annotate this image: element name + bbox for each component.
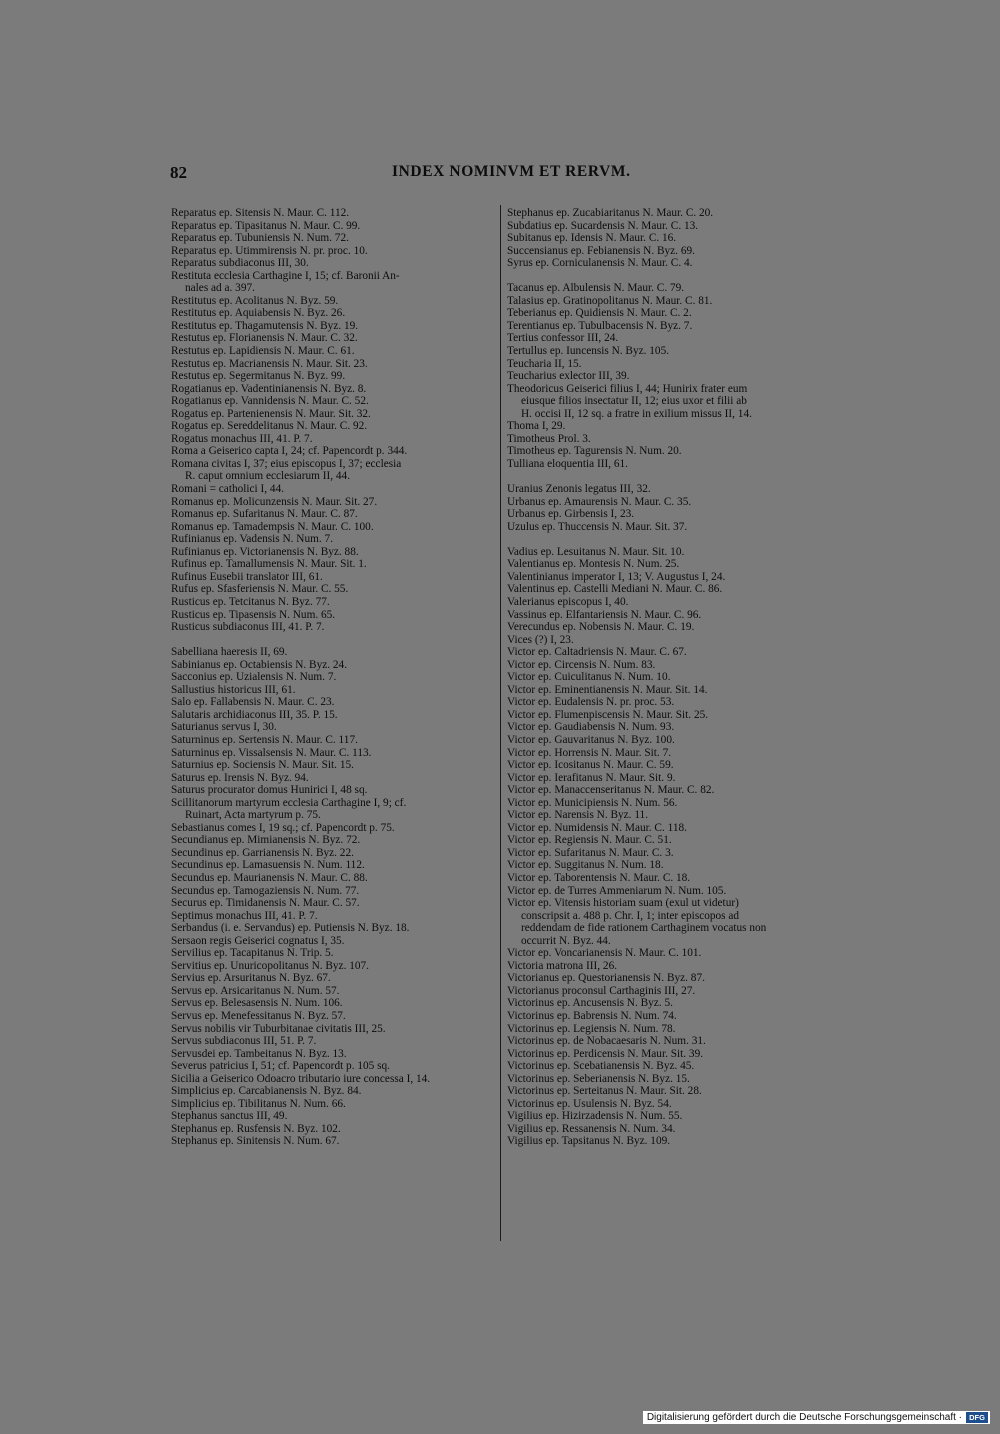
index-entry: Victorinus ep. Seberianensis N. Byz. 15. — [507, 1072, 690, 1085]
index-entry: Roma a Geiserico capta I, 24; cf. Papencordt p. 344. — [171, 445, 408, 458]
index-entry: Valerianus episcopus I, 40. — [507, 595, 629, 608]
index-entry: Romanus ep. Molicunzensis N. Maur. Sit. 27. — [171, 495, 378, 508]
index-entry: Victor ep. Vitensis historiam suam (exul ut videtur) — [507, 897, 739, 910]
index-entry: Stephanus ep. Zucabiaritanus N. Maur. C. 20. — [507, 207, 714, 219]
index-entry: Victor ep. de Turres Ammeniarum N. Num. 105. — [507, 884, 727, 897]
index-entry: Restituta ecclesia Carthagine I, 15; cf. Baronii An- — [171, 269, 400, 282]
index-entry: Victoria matrona III, 26. — [507, 959, 618, 972]
index-entry: Saturninus ep. Sertensis N. Maur. C. 117. — [171, 733, 358, 746]
index-entry: Reparatus ep. Tipasitanus N. Maur. C. 99. — [171, 219, 361, 232]
index-entry: Septimus monachus III, 41. P. 7. — [171, 909, 318, 922]
index-entry: Rufinianus ep. Victorianensis N. Byz. 88. — [171, 545, 359, 558]
index-entry: Victorianus ep. Questorianensis N. Byz. 87. — [507, 972, 705, 985]
index-entry: Rufinus Eusebii translator III, 61. — [171, 570, 323, 583]
index-entry: conscripsit a. 488 p. Chr. I, 1; inter episcopos ad — [521, 909, 740, 922]
index-entry: Secundus ep. Maurianensis N. Maur. C. 88. — [171, 871, 368, 884]
index-entry: Servus ep. Menefessitanus N. Byz. 57. — [171, 1010, 346, 1022]
index-entry: Victor ep. Taborentensis N. Maur. C. 18. — [507, 871, 691, 884]
section-gap — [171, 634, 497, 647]
index-entry: Stephanus ep. Sinitensis N. Num. 67. — [171, 1135, 340, 1148]
index-entry: Rusticus subdiaconus III, 41. P. 7. — [171, 621, 325, 634]
index-entry: Sacconius ep. Uzialensis N. Num. 7. — [171, 671, 337, 684]
index-entry: Succensianus ep. Febianensis N. Byz. 69. — [507, 244, 695, 257]
dfg-logo: DFG — [966, 1412, 988, 1423]
index-entry: Romanus ep. Sufaritanus N. Maur. C. 87. — [171, 508, 358, 521]
index-entry: Victor ep. Municipiensis N. Num. 56. — [507, 796, 678, 809]
index-entry: reddendam de fide rationem Carthaginem vocatus non — [521, 922, 767, 935]
index-entry: Victor ep. Eminentianensis N. Maur. Sit. 14. — [507, 683, 708, 696]
index-entry: Restutus ep. Macrianensis N. Maur. Sit. 23. — [171, 357, 368, 370]
index-entry: Rogatianus ep. Vannidensis N. Maur. C. 52. — [171, 395, 369, 408]
index-entry: Victor ep. Cuiculitanus N. Num. 10. — [507, 671, 671, 684]
page-number: 82 — [170, 163, 187, 182]
index-entry: Vadius ep. Lesuitanus N. Maur. Sit. 10. — [507, 545, 685, 558]
index-entry: Reparatus ep. Utimmirensis N. pr. proc. 10. — [171, 244, 368, 257]
index-entry: Restitutus ep. Aquiabensis N. Byz. 26. — [171, 307, 346, 320]
index-entry: Vigilius ep. Ressanensis N. Num. 34. — [507, 1122, 676, 1135]
index-entry: Sersaon regis Geiserici cognatus I, 35. — [171, 934, 345, 947]
index-entry: Serbandus (i. e. Servandus) ep. Putiensis N. Byz. 18. — [171, 922, 410, 935]
index-entry: Saturnius ep. Sociensis N. Maur. Sit. 15. — [171, 759, 354, 772]
index-entry: Valentianus ep. Montesis N. Num. 25. — [507, 558, 680, 571]
index-entry: Servus subdiaconus III, 51. P. 7. — [171, 1035, 317, 1048]
index-entry: Secundinus ep. Lamasuensis N. Num. 112. — [171, 859, 365, 872]
index-entry: Rufinianus ep. Vadensis N. Num. 7. — [171, 533, 334, 546]
index-entry: Victor ep. Suggitanus N. Num. 18. — [507, 859, 664, 872]
index-entry: Victorinus ep. de Nobacaesaris N. Num. 31. — [507, 1035, 706, 1048]
index-entry: Teucharia II, 15. — [507, 357, 582, 370]
index-entry: Timotheus ep. Tagurensis N. Num. 20. — [507, 445, 682, 458]
index-entry: Vigilius ep. Hizirzadensis N. Num. 55. — [507, 1110, 683, 1123]
index-entry: Teberianus ep. Quidiensis N. Maur. C. 2. — [507, 307, 692, 320]
index-entry: Victor ep. Caltadriensis N. Maur. C. 67. — [507, 646, 687, 659]
index-entry: Tertius confessor III, 24. — [507, 332, 619, 345]
index-column-right — [507, 207, 833, 1148]
index-entry: Rusticus ep. Tipasensis N. Num. 65. — [171, 608, 336, 621]
index-entry: Terentianus ep. Tubulbacensis N. Byz. 7. — [507, 319, 693, 332]
index-entry: Victor ep. Horrensis N. Maur. Sit. 7. — [507, 746, 672, 759]
index-entry: Victor ep. Gauvaritanus N. Byz. 100. — [507, 733, 675, 746]
index-entry: Saturninus ep. Vissalsensis N. Maur. C. 113. — [171, 746, 372, 759]
index-entry: Valentinus ep. Castelli Mediani N. Maur. C. 86. — [507, 583, 723, 596]
index-entry: Subdatius ep. Sucardensis N. Maur. C. 13. — [507, 219, 699, 232]
index-entry: Servus ep. Belesasensis N. Num. 106. — [171, 997, 343, 1010]
index-entry: Victor ep. Numidensis N. Maur. C. 118. — [507, 821, 687, 834]
index-entry: Sebastianus comes I, 19 sq.; cf. Papencordt p. 75. — [171, 821, 395, 834]
index-entry: Victor ep. Gaudiabensis N. Num. 93. — [507, 721, 675, 734]
section-gap — [507, 470, 833, 483]
index-entry: Servusdei ep. Tambeitanus N. Byz. 13. — [171, 1047, 347, 1060]
index-entry: Restitutus ep. Thagamutensis N. Byz. 19. — [171, 319, 359, 332]
index-entry: Talasius ep. Gratinopolitanus N. Maur. C. 81. — [507, 294, 713, 307]
index-entry: Uzulus ep. Thuccensis N. Maur. Sit. 37. — [507, 520, 688, 533]
index-entry: Severus patricius I, 51; cf. Papencordt p. 105 sq. — [171, 1060, 390, 1073]
index-entry: Sabinianus ep. Octabiensis N. Byz. 24. — [171, 658, 348, 671]
index-entry: Romanus ep. Tamadempsis N. Maur. C. 100. — [171, 520, 374, 533]
index-entry: Victorinus ep. Perdicensis N. Maur. Sit. 39. — [507, 1047, 704, 1060]
index-entry: Secundianus ep. Mimianensis N. Byz. 72. — [171, 834, 361, 847]
index-entry: Stephanus ep. Rusfensis N. Byz. 102. — [171, 1122, 341, 1135]
index-entry: Victor ep. Sufaritanus N. Maur. C. 3. — [507, 846, 674, 859]
index-entry: Victorinus ep. Serteitanus N. Maur. Sit. 28. — [507, 1085, 702, 1098]
index-entry: R. caput omnium ecclesiarum II, 44. — [185, 470, 351, 483]
index-entry: Timotheus Prol. 3. — [507, 432, 591, 445]
index-entry: Saturianus servus I, 30. — [171, 721, 277, 734]
index-entry: Servilius ep. Tacapitanus N. Trip. 5. — [171, 947, 334, 960]
column-divider — [500, 205, 501, 1241]
index-entry: Victorinus ep. Legiensis N. Num. 78. — [507, 1022, 676, 1035]
index-entry: Victor ep. Voncarianensis N. Maur. C. 101. — [507, 947, 702, 960]
index-entry: Reparatus ep. Sitensis N. Maur. C. 112. — [171, 207, 350, 219]
index-entry: Victorinus ep. Ancusensis N. Byz. 5. — [507, 997, 673, 1010]
index-entry: Saturus procurator domus Hunirici I, 48 sq. — [171, 784, 368, 797]
page-title: INDEX NOMINVM ET RERVM. — [392, 163, 631, 180]
index-entry: Ruinart, Acta martyrum p. 75. — [185, 809, 321, 822]
index-entry: eiusque filios insectatur II, 12; eius uxor et filii ab — [521, 395, 747, 408]
index-entry: Victor ep. Regiensis N. Maur. C. 51. — [507, 834, 672, 847]
index-entry: Rogatus ep. Sereddelitanus N. Maur. C. 92. — [171, 420, 368, 433]
index-entry: Subitanus ep. Idensis N. Maur. C. 16. — [507, 232, 677, 245]
index-entry: Victor ep. Flumenpiscensis N. Maur. Sit. 25. — [507, 708, 709, 721]
index-entry: Romani = catholici I, 44. — [171, 483, 285, 496]
index-entry: Tertullus ep. Iuncensis N. Byz. 105. — [507, 345, 670, 358]
index-entry: Rufinus ep. Tamallumensis N. Maur. Sit. 1. — [171, 558, 367, 571]
index-entry: Rogatus ep. Partenienensis N. Maur. Sit. 32. — [171, 407, 371, 420]
index-entry: Restutus ep. Lapidiensis N. Maur. C. 61. — [171, 345, 355, 358]
section-gap — [507, 533, 833, 546]
index-entry: Scillitanorum martyrum ecclesia Carthagine I, 9; cf. — [171, 796, 407, 809]
index-entry: Victorianus proconsul Carthaginis III, 27. — [507, 984, 696, 997]
index-entry: Restutus ep. Florianensis N. Maur. C. 32. — [171, 332, 358, 345]
index-entry: Rogatus monachus III, 41. P. 7. — [171, 432, 313, 445]
index-column-left — [171, 207, 497, 1148]
index-entry: Tulliana eloquentia III, 61. — [507, 457, 629, 470]
index-entry: Servus nobilis vir Tuburbitanae civitatis III, 25. — [171, 1022, 386, 1035]
index-entry: Restutus ep. Segermitanus N. Byz. 99. — [171, 370, 346, 383]
index-entry: Sicilia a Geiserico Odoacro tributario iure concessa I, 14. — [171, 1072, 431, 1085]
index-entry: Urbanus ep. Girbensis I, 23. — [507, 508, 635, 521]
index-entry: Teucharius exlector III, 39. — [507, 370, 630, 383]
index-entry: Urbanus ep. Amaurensis N. Maur. C. 35. — [507, 495, 692, 508]
index-entry: Secundinus ep. Garrianensis N. Byz. 22. — [171, 846, 354, 859]
index-entry: Verecundus ep. Nobensis N. Maur. C. 19. — [507, 621, 695, 634]
index-entry: Rogatianus ep. Vadentinianensis N. Byz. 8. — [171, 382, 367, 395]
index-entry: Rusticus ep. Tetcitanus N. Byz. 77. — [171, 595, 330, 608]
index-entry: Victorinus ep. Usulensis N. Byz. 54. — [507, 1097, 672, 1110]
index-entry: H. occisi II, 12 sq. a fratre in exilium missus II, 14. — [521, 407, 752, 420]
index-entry: Theodoricus Geiserici filius I, 44; Hunirix frater eum — [507, 382, 748, 395]
index-entry: Simplicius ep. Carcabianensis N. Byz. 84. — [171, 1085, 362, 1098]
index-entry: Thoma I, 29. — [507, 420, 566, 433]
index-entry: Victor ep. Ierafitanus N. Maur. Sit. 9. — [507, 771, 676, 784]
index-entry: Victor ep. Manaccenseritanus N. Maur. C. 82. — [507, 784, 715, 797]
index-entry: Salutaris archidiaconus III, 35. P. 15. — [171, 708, 338, 721]
index-entry: Uranius Zenonis legatus III, 32. — [507, 483, 651, 496]
index-entry: Tacanus ep. Albulensis N. Maur. C. 79. — [507, 282, 685, 295]
index-entry: Secundus ep. Tamogaziensis N. Num. 77. — [171, 884, 360, 897]
index-entry: Sallustius historicus III, 61. — [171, 683, 296, 696]
index-entry: Victorinus ep. Babrensis N. Num. 74. — [507, 1010, 677, 1022]
index-entry: Securus ep. Timidanensis N. Maur. C. 57. — [171, 897, 360, 910]
index-entry: Rufus ep. Sfasferiensis N. Maur. C. 55. — [171, 583, 349, 596]
index-entry: Salo ep. Fallabensis N. Maur. C. 23. — [171, 696, 335, 709]
index-entry: Romana civitas I, 37; eius episcopus I, 37; ecclesia — [171, 457, 402, 470]
index-entry: Victor ep. Icositanus N. Maur. C. 59. — [507, 759, 674, 772]
index-entry: Victor ep. Circensis N. Num. 83. — [507, 658, 656, 671]
index-entry: occurrit N. Byz. 44. — [521, 934, 611, 947]
index-entry: Victorinus ep. Scebatianensis N. Byz. 45. — [507, 1060, 695, 1073]
index-entry: Vigilius ep. Tapsitanus N. Byz. 109. — [507, 1135, 671, 1148]
section-gap — [507, 270, 833, 283]
index-entry: Syrus ep. Corniculanensis N. Maur. C. 4. — [507, 257, 693, 270]
index-entry: Vassinus ep. Elfantariensis N. Maur. C. 96. — [507, 608, 702, 621]
digitization-credit — [643, 1411, 990, 1424]
index-entry: Servius ep. Arsuritanus N. Byz. 67. — [171, 972, 331, 985]
index-entry: nales ad a. 397. — [185, 282, 255, 295]
index-entry: Servus ep. Arsicaritanus N. Num. 57. — [171, 984, 340, 997]
index-entry: Victor ep. Narensis N. Byz. 11. — [507, 809, 649, 822]
index-entry: Victor ep. Eudalensis N. pr. proc. 53. — [507, 696, 675, 709]
index-entry: Vices (?) I, 23. — [507, 633, 574, 646]
index-entry: Reparatus ep. Tubuniensis N. Num. 72. — [171, 232, 349, 245]
index-entry: Saturus ep. Irensis N. Byz. 94. — [171, 771, 309, 784]
index-entry: Servitius ep. Unuricopolitanus N. Byz. 107. — [171, 959, 369, 972]
index-entry: Reparatus subdiaconus III, 30. — [171, 257, 309, 270]
index-entry: Restitutus ep. Acolitanus N. Byz. 59. — [171, 294, 339, 307]
index-entry: Simplicius ep. Tibilitanus N. Num. 66. — [171, 1097, 346, 1110]
credit-text: Digitalisierung gefördert durch die Deutsche Forschungsgemeinschaft · — [646, 1412, 962, 1423]
index-entry: Valentinianus imperator I, 13; V. Augustus I, 24. — [507, 570, 726, 583]
index-entry: Sabelliana haeresis II, 69. — [171, 646, 288, 659]
index-entry: Stephanus sanctus III, 49. — [171, 1110, 288, 1123]
